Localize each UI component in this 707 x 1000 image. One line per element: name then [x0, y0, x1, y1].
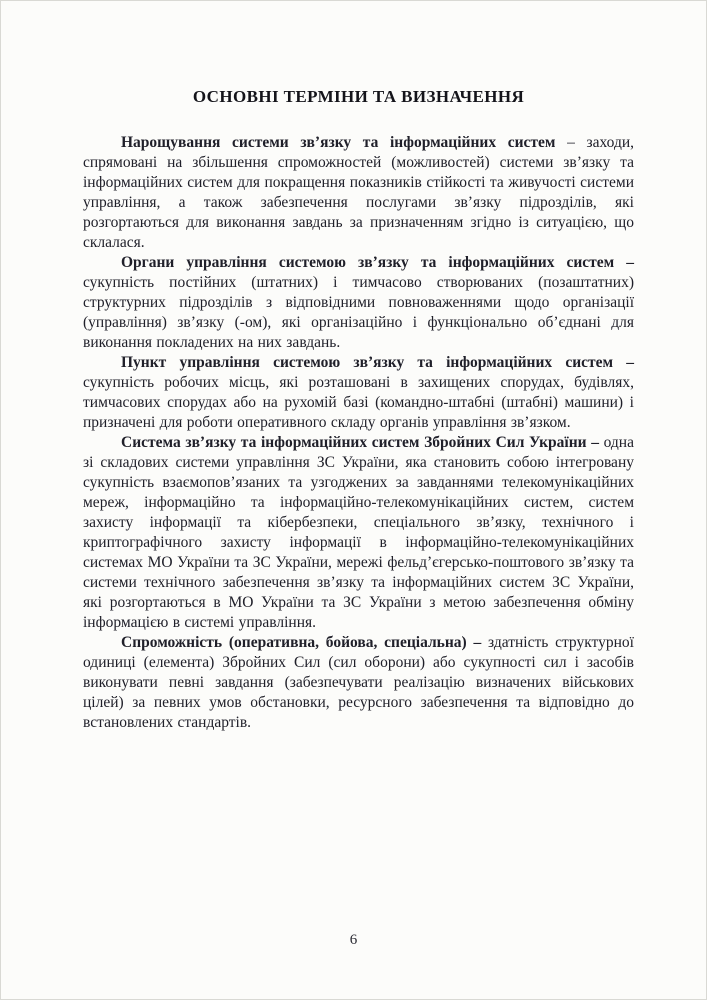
paragraph [83, 133, 634, 253]
term-bold: Органи управління системою зв’язку та інформаційних систем – [121, 254, 634, 271]
page-number: 6 [349, 932, 358, 948]
paragraph-text: здатність структурної одиниці (елемента) Збройних Сил (сил оборони) або сукупності сил і засобів виконувати певні завдання (забезпечувати реалізацію визначених військових цілей) за певних умов обстановки, ресурсного забезпечення та відповідно до встановлених стандартів. [83, 634, 634, 731]
paragraph [83, 253, 634, 353]
term-bold: Нарощування системи зв’язку та інформаційних систем [121, 134, 556, 151]
paragraph-text: – заходи, спрямовані на збільшення спроможностей (можливостей) системи зв’язку та інформаційних систем для покращення показників стійкості та живучості системи управління, а також забезпечення послугами зв’язку підрозділів, які розгортаються для виконання завдань за призначенням згідно із ситуацією, що склалася. [83, 134, 634, 251]
paragraph [83, 433, 634, 633]
paragraph-text: сукупність постійних (штатних) і тимчасово створюваних (позаштатних) структурних підрозділів з відповідними повноваженнями щодо організації (управління) зв’язку (-ом), які організаційно і функціонально об’єднані для виконання покладених на них завдань. [83, 274, 634, 351]
paragraph-text: одна зі складових системи управління ЗС України, яка становить собою інтегровану сукупність взаємопов’язаних та узгоджених за завданнями телекомунікаційних мереж, інформаційно та інформаційно-телекомунікаційних систем, систем захисту інформації та кібербезпеки, спеціального зв’язку, технічного і криптографічного захисту інформації в інформаційно-телекомунікаційних системах МО України та ЗС України, мережі фельд’єгерсько-поштового зв’язку та системи технічного забезпечення зв’язку та інформаційних систем ЗС України, які розгортаються в МО України та ЗС України з метою забезпечення обміну інформацією в системі управління. [83, 434, 634, 631]
term-bold: Пункт управління системою зв’язку та інформаційних систем – [121, 354, 634, 371]
paragraph [83, 633, 634, 733]
term-bold: Спроможність (оперативна, бойова, спеціальна) – [121, 634, 482, 651]
paragraph-text: сукупність робочих місць, які розташовані в захищених спорудах, будівлях, тимчасових спорудах або на рухомій базі (командно-штабні (штабні) машини) і призначені для роботи оперативного складу органів управління зв’язком. [83, 374, 634, 431]
paragraph [83, 353, 634, 433]
page-title: ОСНОВНІ ТЕРМІНИ ТА ВИЗНАЧЕННЯ [192, 87, 525, 106]
term-bold: Система зв’язку та інформаційних систем Збройних Сил України – [121, 434, 599, 451]
